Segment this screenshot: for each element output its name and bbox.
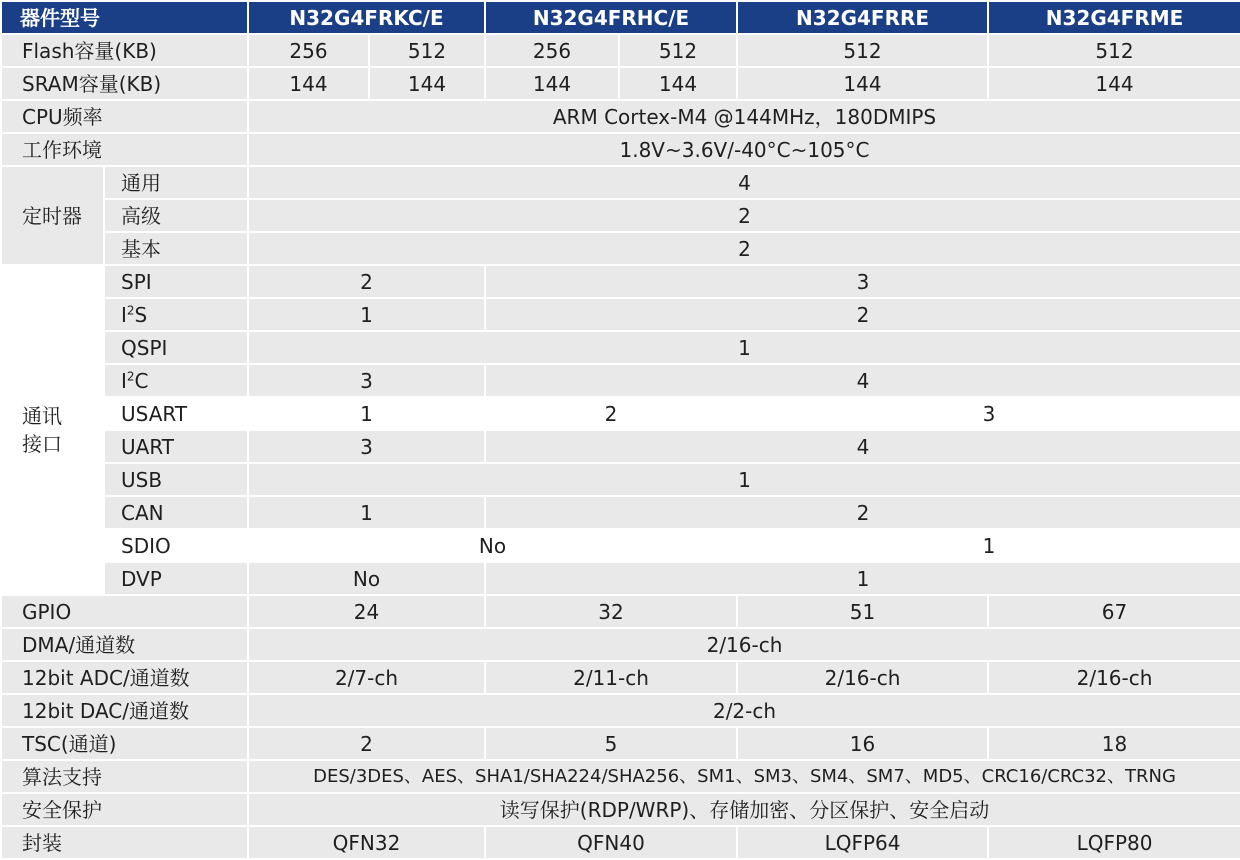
sub-label: USB [104,463,248,496]
table-row-algo [1,760,1240,793]
table-row-gpio [1,595,1240,628]
cell-value: 1 [248,496,485,529]
cell-value: 2 [485,496,1240,529]
row-label: CPU频率 [1,100,248,133]
cell-value: 5 [485,727,737,760]
header-model: N32G4FRME [988,1,1240,34]
table-row-package [1,826,1240,859]
label-part: I [121,368,127,393]
table-row-sdio [1,529,1240,562]
row-label: 安全保护 [1,793,248,826]
row-label: TSC(通道) [1,727,248,760]
cell-value: 2 [248,199,1240,232]
cell-value: 2/11-ch [485,661,737,694]
row-label: GPIO [1,595,248,628]
cell-value: 3 [248,430,485,463]
cell-value: 4 [485,430,1240,463]
table-row-adc [1,661,1240,694]
row-label: 封装 [1,826,248,859]
group-label-line: 接口 [22,432,62,456]
table-row-i2c [1,364,1240,397]
table-row-security [1,793,1240,826]
cell-value: 144 [619,67,737,100]
table-row-i2s [1,298,1240,331]
cell-value: 1 [737,529,1240,562]
label-part: C [134,368,149,393]
cell-value: 144 [248,67,369,100]
cell-value: 256 [248,34,369,67]
cell-value: 67 [988,595,1240,628]
cell-value: 512 [369,34,485,67]
table-row-sram [1,67,1240,100]
header-model: N32G4FRHC/E [485,1,737,34]
table-row-timer-general [1,166,1240,199]
header-model-label: 器件型号 [1,1,248,34]
cell-value: QFN40 [485,826,737,859]
cell-value: 2 [248,265,485,298]
label-superscript: 2 [126,368,135,383]
cell-value: 1 [248,298,485,331]
sub-label: USART [104,397,248,430]
cell-value: 3 [737,397,1240,430]
table-row-spi [1,265,1240,298]
cell-value: No [248,562,485,595]
cell-value: 3 [485,265,1240,298]
table-row-flash [1,34,1240,67]
table-row-timer-advanced [1,199,1240,232]
table-row-qspi [1,331,1240,364]
cell-value: 2/16-ch [737,661,988,694]
cell-value: LQFP80 [988,826,1240,859]
sub-label: SPI [104,265,248,298]
cell-value: 51 [737,595,988,628]
sub-label-i2c [104,364,248,397]
cell-value: 2 [485,397,737,430]
cell-value: 144 [369,67,485,100]
cell-value: 读写保护(RDP/WRP)、存储加密、分区保护、安全启动 [248,793,1240,826]
sub-label: 通用 [104,166,248,199]
cell-value: 4 [248,166,1240,199]
sub-label: DVP [104,562,248,595]
row-label: 12bit DAC/通道数 [1,694,248,727]
row-label: 算法支持 [1,760,248,793]
cell-value: 144 [988,67,1240,100]
cell-value: DES/3DES、AES、SHA1/SHA224/SHA256、SM1、SM3、SM4、SM7、MD5、CRC16/CRC32、TRNG [248,760,1240,793]
cell-value: 32 [485,595,737,628]
cell-value: 144 [485,67,619,100]
sub-label: SDIO [104,529,248,562]
cell-value: No [248,529,737,562]
table-row-timer-basic [1,232,1240,265]
row-label: Flash容量(KB) [1,34,248,67]
cell-value: 1 [248,397,485,430]
row-label: SRAM容量(KB) [1,67,248,100]
group-label-timer: 定时器 [1,166,104,265]
header-model: N32G4FRRE [737,1,988,34]
cell-value: 144 [737,67,988,100]
cell-value: 1.8V~3.6V/-40°C~105°C [248,133,1240,166]
row-label: 工作环境 [1,133,248,166]
table-row-usart [1,397,1240,430]
table-row-cpu [1,100,1240,133]
sub-label: QSPI [104,331,248,364]
table-row-env [1,133,1240,166]
cell-value: 2/7-ch [248,661,485,694]
cell-value: 1 [485,562,1240,595]
cell-value: 2/16-ch [248,628,1240,661]
table-row-dac [1,694,1240,727]
sub-label: CAN [104,496,248,529]
cell-value: 4 [485,364,1240,397]
cell-value: 2 [248,232,1240,265]
cell-value: LQFP64 [737,826,988,859]
sub-label-i2s [104,298,248,331]
sub-label: 高级 [104,199,248,232]
label-part: I [121,302,127,327]
cell-value: 16 [737,727,988,760]
sub-label: UART [104,430,248,463]
group-label-comm [1,265,104,595]
cell-value: QFN32 [248,826,485,859]
table-row-can [1,496,1240,529]
table-row-dma [1,628,1240,661]
cell-value: 512 [988,34,1240,67]
cell-value: ARM Cortex-M4 @144MHz，180DMIPS [248,100,1240,133]
table-row-tsc [1,727,1240,760]
cell-value: 1 [248,331,1240,364]
header-row [1,1,1240,34]
cell-value: 2 [485,298,1240,331]
label-superscript: 2 [126,302,135,317]
table-row-usb [1,463,1240,496]
table-row-dvp [1,562,1240,595]
group-label-line: 通讯 [22,404,62,428]
cell-value: 256 [485,34,619,67]
cell-value: 3 [248,364,485,397]
row-label: DMA/通道数 [1,628,248,661]
cell-value: 512 [737,34,988,67]
cell-value: 2 [248,727,485,760]
header-model: N32G4FRKC/E [248,1,485,34]
label-part: S [134,302,148,327]
cell-value: 2/2-ch [248,694,1240,727]
row-label: 12bit ADC/通道数 [1,661,248,694]
cell-value: 1 [248,463,1240,496]
cell-value: 24 [248,595,485,628]
cell-value: 2/16-ch [988,661,1240,694]
cell-value: 18 [988,727,1240,760]
cell-value: 512 [619,34,737,67]
sub-label: 基本 [104,232,248,265]
table-row-uart [1,430,1240,463]
